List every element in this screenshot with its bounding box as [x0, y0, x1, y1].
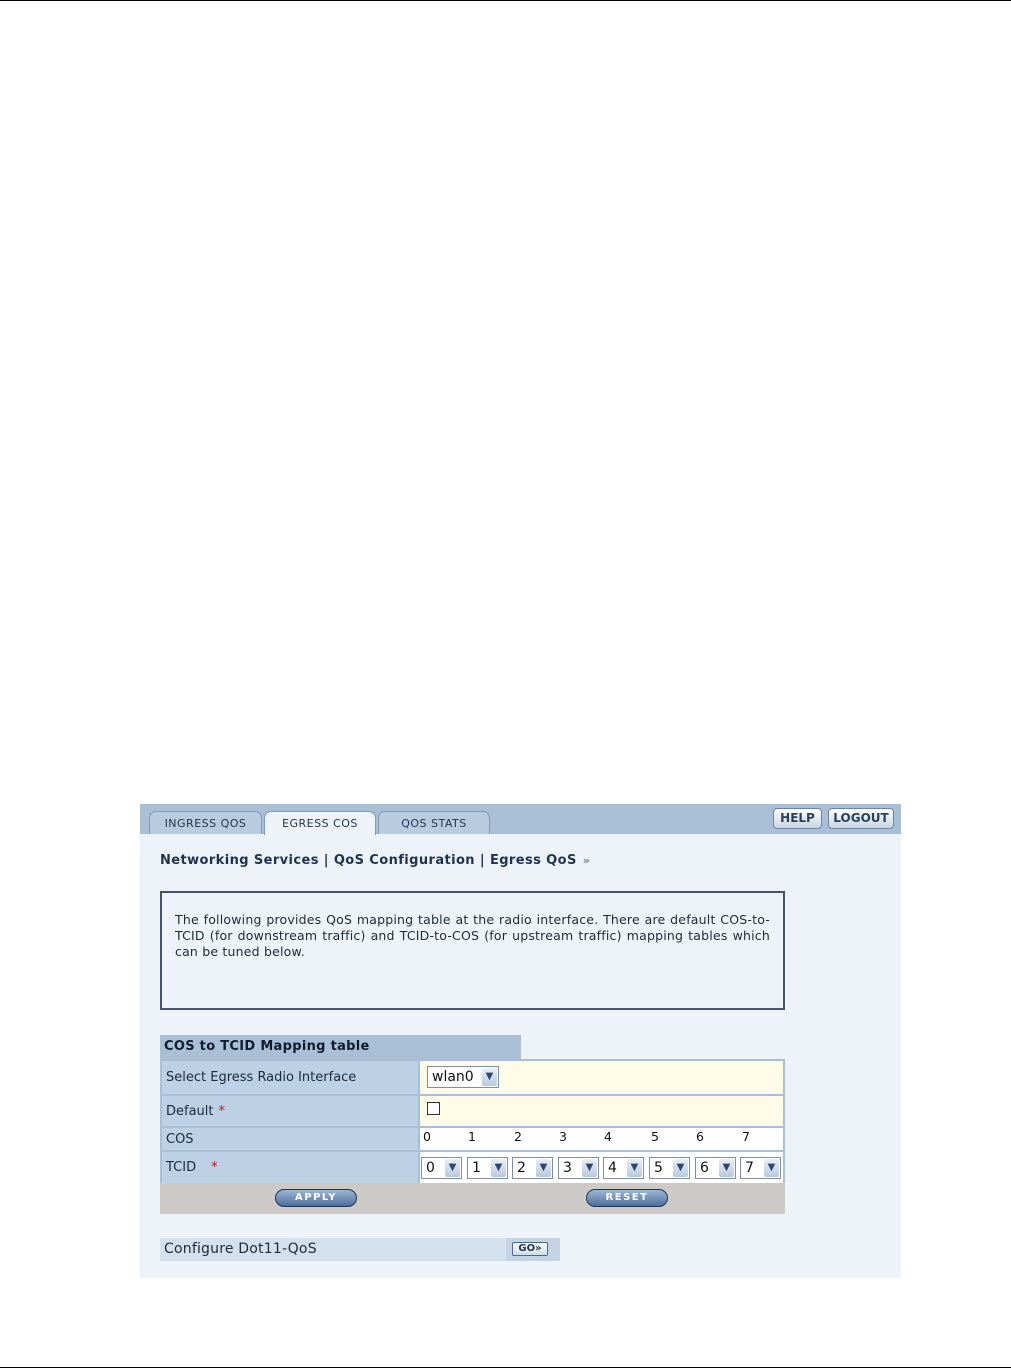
cos-value: 5 [651, 1129, 659, 1144]
chevron-down-icon: ▼ [445, 1159, 460, 1177]
interface-select[interactable] [427, 1066, 499, 1088]
tcid-select-6[interactable] [695, 1157, 736, 1179]
interface-row [162, 1061, 783, 1094]
tcid-label [162, 1152, 418, 1183]
interface-select-value: wlan0 [432, 1069, 474, 1085]
cos-values [418, 1128, 783, 1150]
go-button[interactable]: GO» [512, 1242, 548, 1256]
description-box: The following provides QoS mapping table at the radio interface. There are default COS-to-TCID (for downstream traffic) and TCID-to-COS (for upstream traffic) mapping tables which can be tuned below. [160, 891, 785, 1010]
tab-bar [140, 804, 901, 834]
logout-button[interactable]: LOGOUT [828, 808, 894, 829]
chevron-down-icon: ▼ [536, 1159, 551, 1177]
tcid-select-value: 7 [745, 1160, 754, 1176]
tcid-select-value: 4 [608, 1160, 617, 1176]
tcid-select-2[interactable] [512, 1157, 553, 1179]
tcid-select-value: 6 [700, 1160, 709, 1176]
breadcrumb-text: Networking Services | QoS Configuration | Egress QoS [160, 853, 577, 868]
default-row [162, 1094, 783, 1126]
chevron-down-icon: ▼ [673, 1159, 688, 1177]
cos-value: 0 [423, 1129, 431, 1144]
chevron-down-icon: ▼ [719, 1159, 734, 1177]
tcid-select-4[interactable] [603, 1157, 644, 1179]
go-button-cell [506, 1238, 560, 1261]
tcid-label-text: TCID [166, 1160, 197, 1175]
required-marker: * [211, 1160, 218, 1175]
chevron-down-icon: ▼ [582, 1159, 597, 1177]
default-value-cell [418, 1096, 783, 1126]
tab-ingress-qos[interactable]: INGRESS QOS [149, 811, 262, 834]
default-label [162, 1096, 418, 1126]
interface-value-cell [418, 1061, 783, 1094]
page-bottom-rule [0, 1367, 1011, 1368]
cos-value: 1 [468, 1129, 476, 1144]
tcid-select-0[interactable] [421, 1157, 462, 1179]
cos-row [162, 1126, 783, 1150]
cos-label-text: COS [166, 1131, 194, 1147]
mapping-table-title: COS to TCID Mapping table [160, 1035, 521, 1059]
chevron-down-icon: ▼ [491, 1159, 506, 1177]
configure-dot11-qos-row [160, 1238, 526, 1261]
help-button[interactable]: HELP [773, 808, 822, 829]
cos-value: 2 [514, 1129, 522, 1144]
action-button-row [160, 1183, 785, 1214]
tcid-values [418, 1152, 783, 1183]
cos-value: 3 [559, 1129, 567, 1144]
tcid-select-5[interactable] [649, 1157, 690, 1179]
tcid-select-value: 2 [517, 1160, 526, 1176]
chevron-down-icon: ▼ [627, 1159, 642, 1177]
chevron-down-icon: ▼ [764, 1159, 779, 1177]
cos-value: 7 [742, 1129, 750, 1144]
chevron-down-icon: ▼ [482, 1068, 497, 1086]
tcid-select-value: 5 [654, 1160, 663, 1176]
tcid-select-1[interactable] [467, 1157, 508, 1179]
breadcrumb-arrow-icon: » [582, 854, 591, 867]
breadcrumb [160, 853, 590, 868]
interface-label [162, 1061, 418, 1094]
apply-button[interactable]: APPLY [275, 1189, 357, 1207]
configure-dot11-qos-label: Configure Dot11-QoS [164, 1241, 317, 1257]
tcid-row [162, 1150, 783, 1183]
default-label-text: Default [166, 1103, 214, 1119]
required-marker: * [218, 1103, 225, 1119]
cos-value: 6 [696, 1129, 704, 1144]
mapping-table [160, 1059, 785, 1185]
cos-value: 4 [604, 1129, 612, 1144]
interface-label-text: Select Egress Radio Interface [166, 1070, 357, 1085]
reset-button[interactable]: RESET [586, 1189, 668, 1207]
tcid-select-value: 0 [426, 1160, 435, 1176]
tcid-select-7[interactable] [740, 1157, 781, 1179]
tcid-select-value: 3 [563, 1160, 572, 1176]
cos-label [162, 1128, 418, 1150]
tab-egress-cos[interactable]: EGRESS COS [264, 811, 376, 835]
default-checkbox[interactable] [427, 1102, 440, 1115]
page-top-rule [0, 0, 1011, 1]
tcid-select-value: 1 [472, 1160, 481, 1176]
egress-qos-panel [140, 804, 901, 1278]
tab-qos-stats[interactable]: QOS STATS [378, 811, 490, 834]
tcid-select-3[interactable] [558, 1157, 599, 1179]
